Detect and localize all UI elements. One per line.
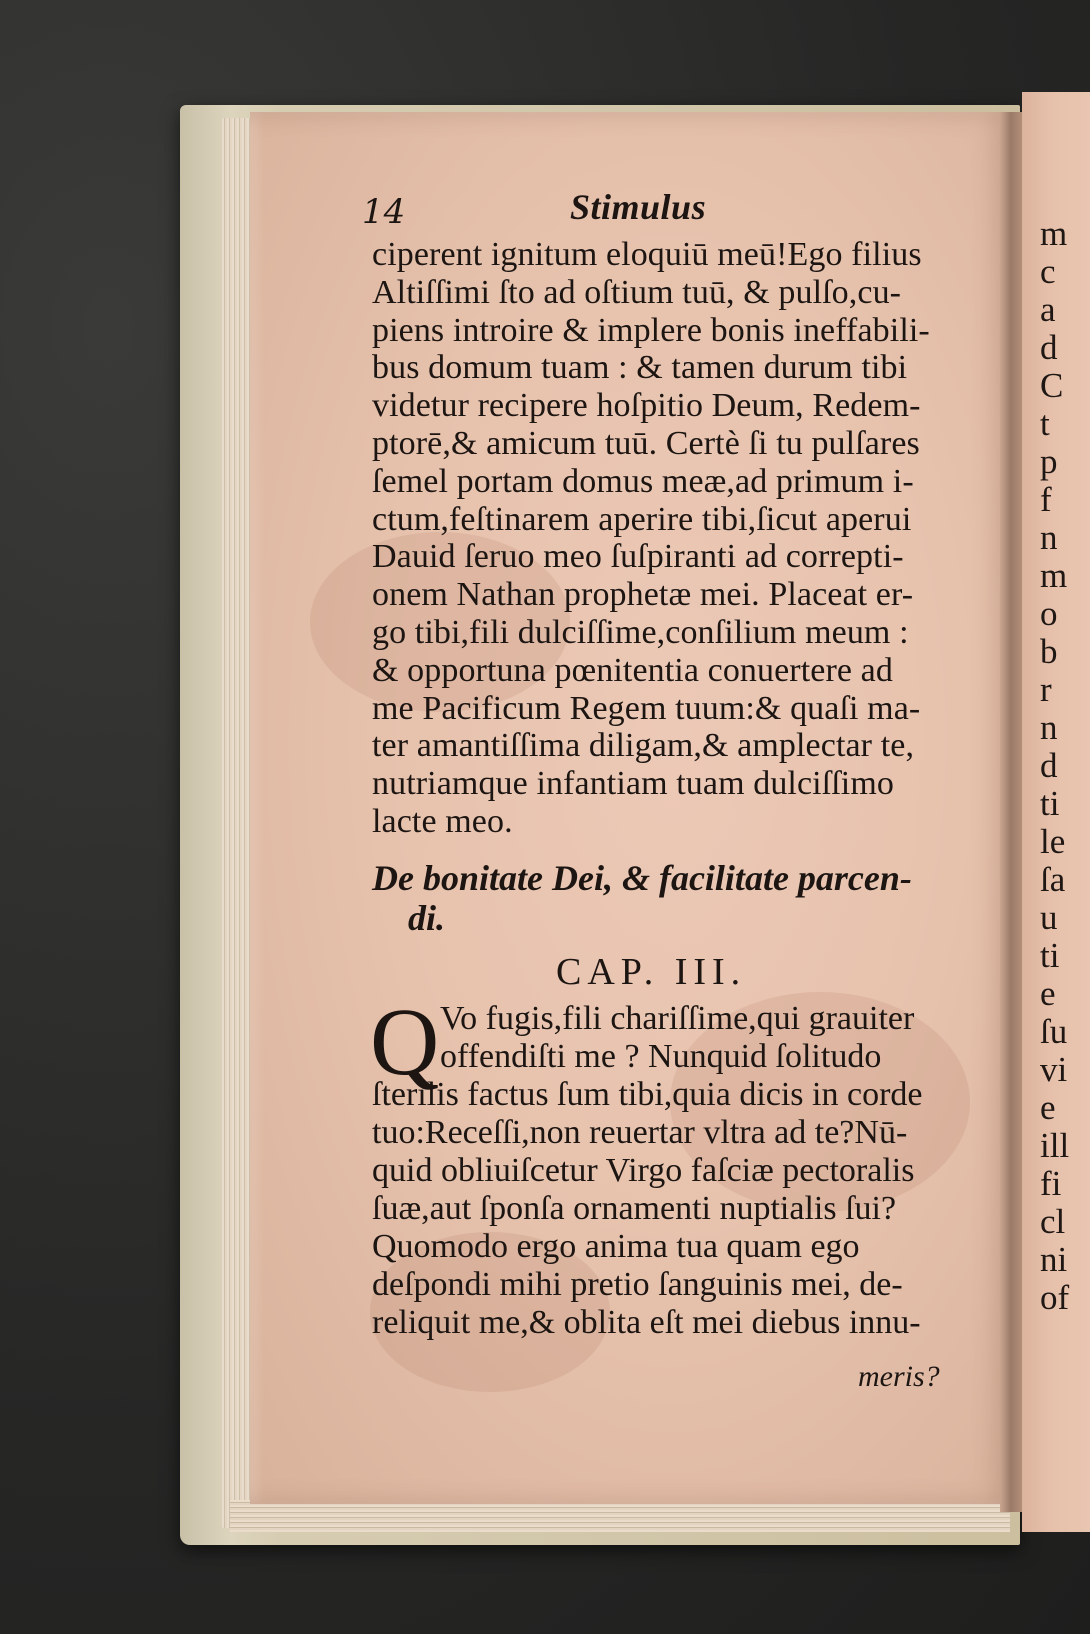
chapter-paragraph-line: ſterilis factus ſum tibi,quia dicis in corde — [372, 1076, 923, 1113]
facing-line-fragment: ni — [1040, 1240, 1068, 1279]
body-line: ptorē,& amicum tuū. Certè ſi tu pulſares — [372, 424, 920, 462]
facing-line-fragment: u — [1040, 898, 1058, 937]
facing-line-fragment: n — [1040, 518, 1058, 557]
body-line: bus domum tuam : & tamen durum tibi — [372, 349, 908, 387]
chapter-paragraph-line: Quomodo ergo anima tua quam ego — [372, 1228, 860, 1265]
facing-line-fragment: cl — [1040, 1202, 1066, 1241]
running-head: Stimulus — [570, 187, 707, 227]
drop-cap: Q — [370, 988, 440, 1095]
facing-line-fragment: ſa — [1040, 860, 1066, 899]
facing-line-fragment: r — [1040, 670, 1052, 709]
facing-line-fragment: ill — [1040, 1126, 1070, 1165]
section-title-line: De bonitate Dei, & facilitate parcen- — [372, 858, 912, 898]
facing-line-fragment: p — [1040, 442, 1058, 481]
body-line: nutriamque infantiam tuam dulciſſimo — [372, 765, 894, 803]
facing-line-fragment: m — [1040, 215, 1068, 253]
body-line: me Pacificum Regem tuum:& quaſi ma- — [372, 689, 921, 727]
facing-line-fragment: ti — [1040, 784, 1060, 823]
body-line: ſemel portam domus meæ,ad primum i- — [372, 462, 914, 500]
facing-line-fragment: of — [1040, 1278, 1070, 1317]
catchword: meris? — [858, 1360, 940, 1393]
facing-line-fragment: C — [1040, 366, 1064, 405]
body-line: Dauid ſeruo meo ſuſpiranti ad correpti- — [372, 538, 904, 576]
body-line: onem Nathan prophetæ mei. Placeat er- — [372, 576, 914, 614]
facing-line-fragment: d — [1040, 328, 1058, 367]
facing-line-fragment: b — [1040, 632, 1058, 671]
facing-line-fragment: o — [1040, 594, 1058, 633]
section-title-line: di. — [408, 898, 446, 938]
body-line: Altiſſimi ſto ad oſtium tuū, & pulſo,cu- — [372, 273, 902, 311]
body-line: piens introire & implere bonis ineffabili- — [372, 311, 930, 349]
facing-line-fragment: a — [1040, 290, 1056, 329]
body-line: videtur recipere hoſpitio Deum, Redem- — [372, 387, 921, 425]
facing-line-fragment: m — [1040, 556, 1068, 595]
chapter-paragraph-line: quid obliuiſcetur Virgo faſciæ pectoralis — [372, 1152, 915, 1189]
facing-line-fragment: c — [1040, 252, 1056, 291]
chapter-paragraph-line: deſpondi mihi pretio ſanguinis mei, de- — [372, 1266, 903, 1303]
page-number: 14 — [362, 192, 406, 232]
facing-line-fragment: vi — [1040, 1050, 1068, 1089]
body-line: go tibi,fili dulciſſime,conſilium meum : — [372, 613, 909, 651]
chapter-paragraph-line: offendiſti me ? Nunquid ſolitudo — [440, 1038, 882, 1075]
chapter-heading: CAP. III. — [556, 951, 747, 993]
facing-line-fragment: ti — [1040, 936, 1060, 975]
facing-line-fragment: fi — [1040, 1164, 1062, 1203]
chapter-paragraph-line: Vo fugis,fili chariſſime,qui grauiter — [440, 1000, 915, 1037]
page-header — [362, 186, 982, 236]
body-line: ciperent ignitum eloquiū meū!Ego filius — [372, 236, 922, 273]
facing-line-fragment: f — [1040, 480, 1052, 519]
body-line: & opportuna pœnitentia conuertere ad — [372, 651, 893, 689]
body-line: lacte meo. — [372, 802, 513, 840]
body-paragraph — [372, 236, 990, 841]
facing-line-fragment: n — [1040, 708, 1058, 747]
facing-line-fragment: t — [1040, 404, 1050, 443]
facing-line-fragment: le — [1040, 822, 1066, 861]
facing-line-fragment: ſu — [1040, 1012, 1068, 1051]
facing-line-fragment: e — [1040, 1088, 1056, 1127]
body-line: ctum,feſtinarem aperire tibi,ſicut aperui — [372, 500, 912, 538]
facing-line-fragment: d — [1040, 746, 1058, 785]
chapter-paragraph — [370, 988, 990, 1342]
section-title — [372, 858, 990, 938]
body-line: ter amantiſſima diligam,& amplectar te, — [372, 727, 915, 765]
chapter-paragraph-line: reliquit me,& oblita eſt mei diebus innu- — [372, 1304, 921, 1341]
facing-line-fragment: e — [1040, 974, 1056, 1013]
chapter-paragraph-line: tuo:Receſſi,non reuertar vltra ad te?Nū- — [372, 1114, 908, 1151]
chapter-paragraph-line: ſuæ,aut ſponſa ornamenti nuptialis ſui? — [372, 1190, 897, 1227]
